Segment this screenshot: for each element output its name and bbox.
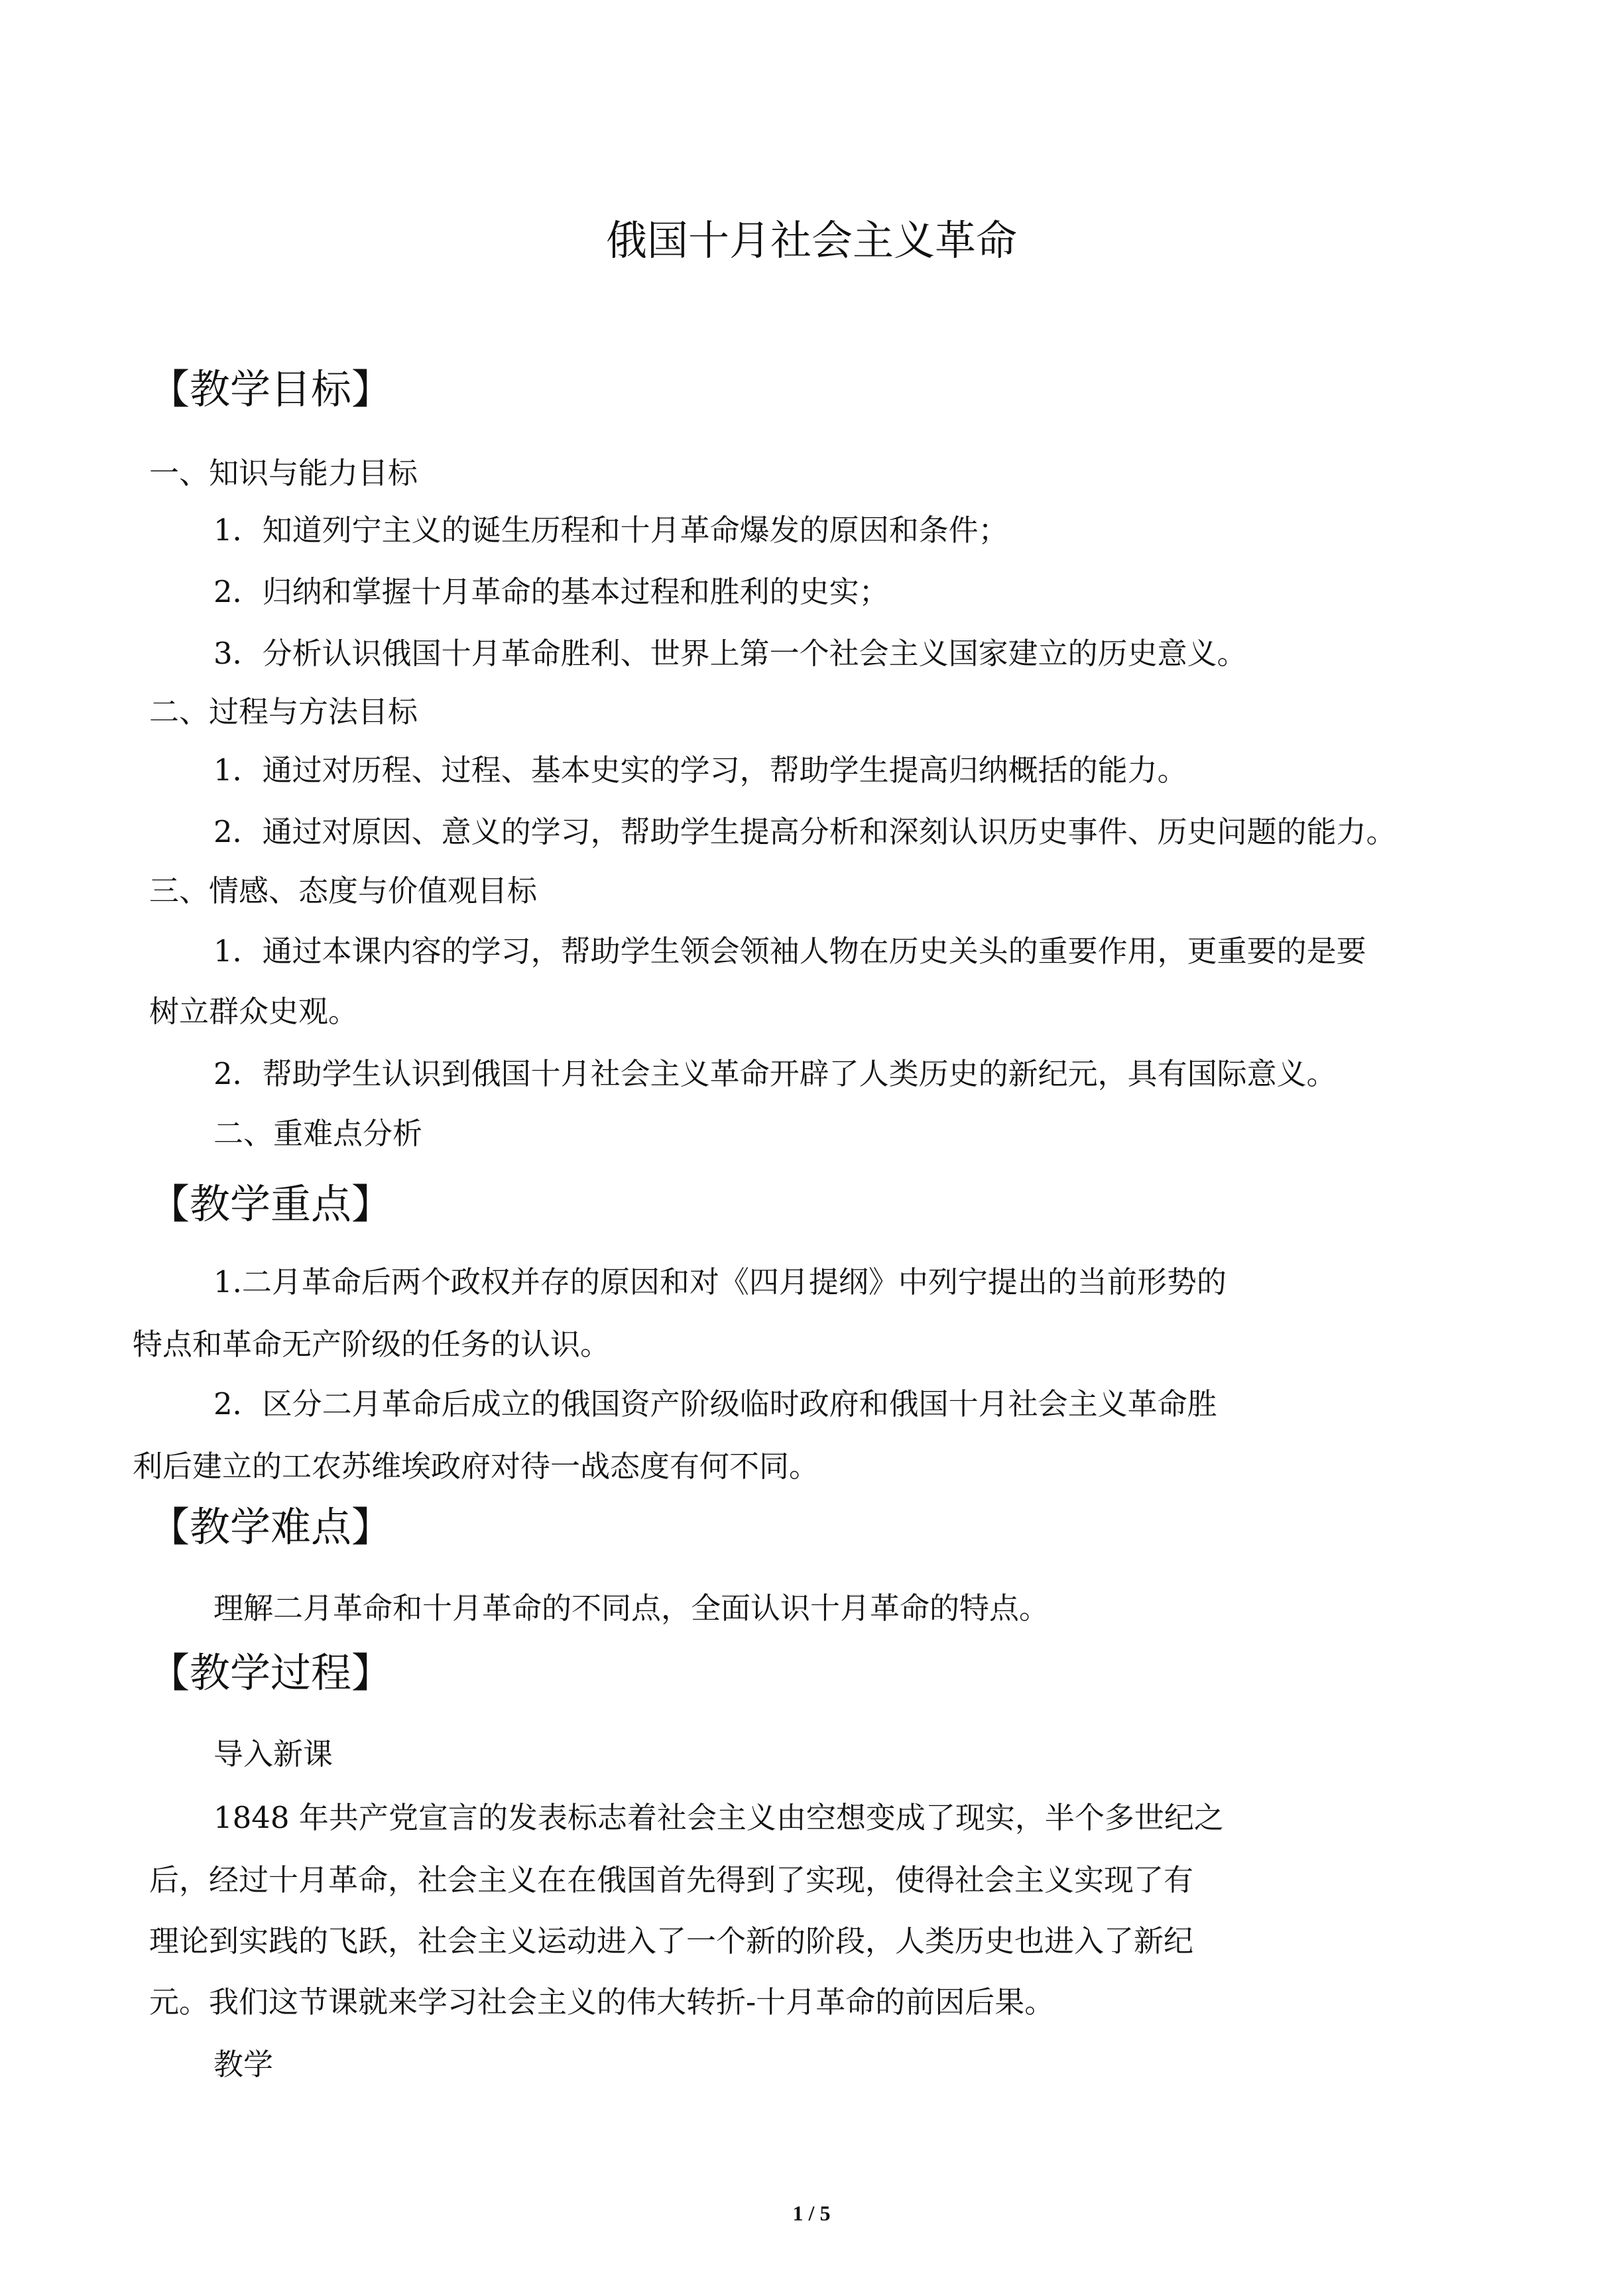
objective3-item-1-cont: 树立群众史观。 [149, 994, 359, 1029]
objective3-heading: 三、情感、态度与价值观目标 [149, 873, 538, 908]
key-point-line-1: 1.二月革命后两个政权并存的原因和对《四月提纲》中列宁提出的当前形势的 [213, 1264, 1227, 1299]
document-title: 俄国十月社会主义革命 [605, 216, 1017, 265]
key-point-line-4: 利后建立的工农苏维埃政府对待一战态度有何不同。 [133, 1449, 819, 1484]
key-point-line-3: 2．区分二月革命后成立的俄国资产阶级临时政府和俄国十月社会主义革命胜 [213, 1386, 1217, 1421]
objective1-heading: 一、知识与能力目标 [149, 455, 418, 491]
objective2-item-2: 2．通过对原因、意义的学习，帮助学生提高分析和深刻认识历史事件、历史问题的能力。 [213, 814, 1396, 849]
key-points-heading: 【教学重点】 [149, 1181, 392, 1228]
objective1-item-3: 3．分析认识俄国十月革命胜利、世界上第一个社会主义国家建立的历史意义。 [213, 636, 1247, 671]
objective1-item-1: 1．知道列宁主义的诞生历程和十月革命爆发的原因和条件； [213, 513, 1008, 548]
objectives-heading: 【教学目标】 [149, 366, 392, 413]
difficulties-heading: 【教学难点】 [149, 1504, 392, 1551]
key-point-line-2: 特点和革命无产阶级的任务的认识。 [133, 1327, 611, 1362]
analysis-label: 二、重难点分析 [213, 1116, 423, 1151]
objective2-item-1: 1．通过对历程、过程、基本史实的学习，帮助学生提高归纳概括的能力。 [213, 753, 1187, 788]
intro-line-1: 1848 年共产党宣言的发表标志着社会主义由空想变成了现实，半个多世纪之 [213, 1800, 1224, 1835]
process-heading: 【教学过程】 [149, 1650, 392, 1697]
objective3-item-2: 2．帮助学生认识到俄国十月社会主义革命开辟了人类历史的新纪元，具有国际意义。 [213, 1056, 1337, 1091]
intro-line-3: 理论到实践的飞跃，社会主义运动进入了一个新的阶段，人类历史也进入了新纪 [149, 1923, 1194, 1959]
objective2-heading: 二、过程与方法目标 [149, 694, 418, 729]
intro-line-2: 后，经过十月革命，社会主义在在俄国首先得到了实现，使得社会主义实现了有 [149, 1862, 1194, 1898]
teaching-label: 教学 [213, 2047, 274, 2082]
page-number: 1 / 5 [792, 2201, 831, 2225]
difficulties-text: 理解二月革命和十月革命的不同点，全面认识十月革命的特点。 [213, 1591, 1050, 1626]
intro-label: 导入新课 [213, 1736, 333, 1772]
objective3-item-1: 1．通过本课内容的学习，帮助学生领会领袖人物在历史关头的重要作用，更重要的是要 [213, 934, 1366, 969]
objective1-item-2: 2．归纳和掌握十月革命的基本过程和胜利的史实； [213, 574, 889, 609]
intro-line-4: 元。我们这节课就来学习社会主义的伟大转折-十月革命的前因后果。 [149, 1984, 1055, 2020]
